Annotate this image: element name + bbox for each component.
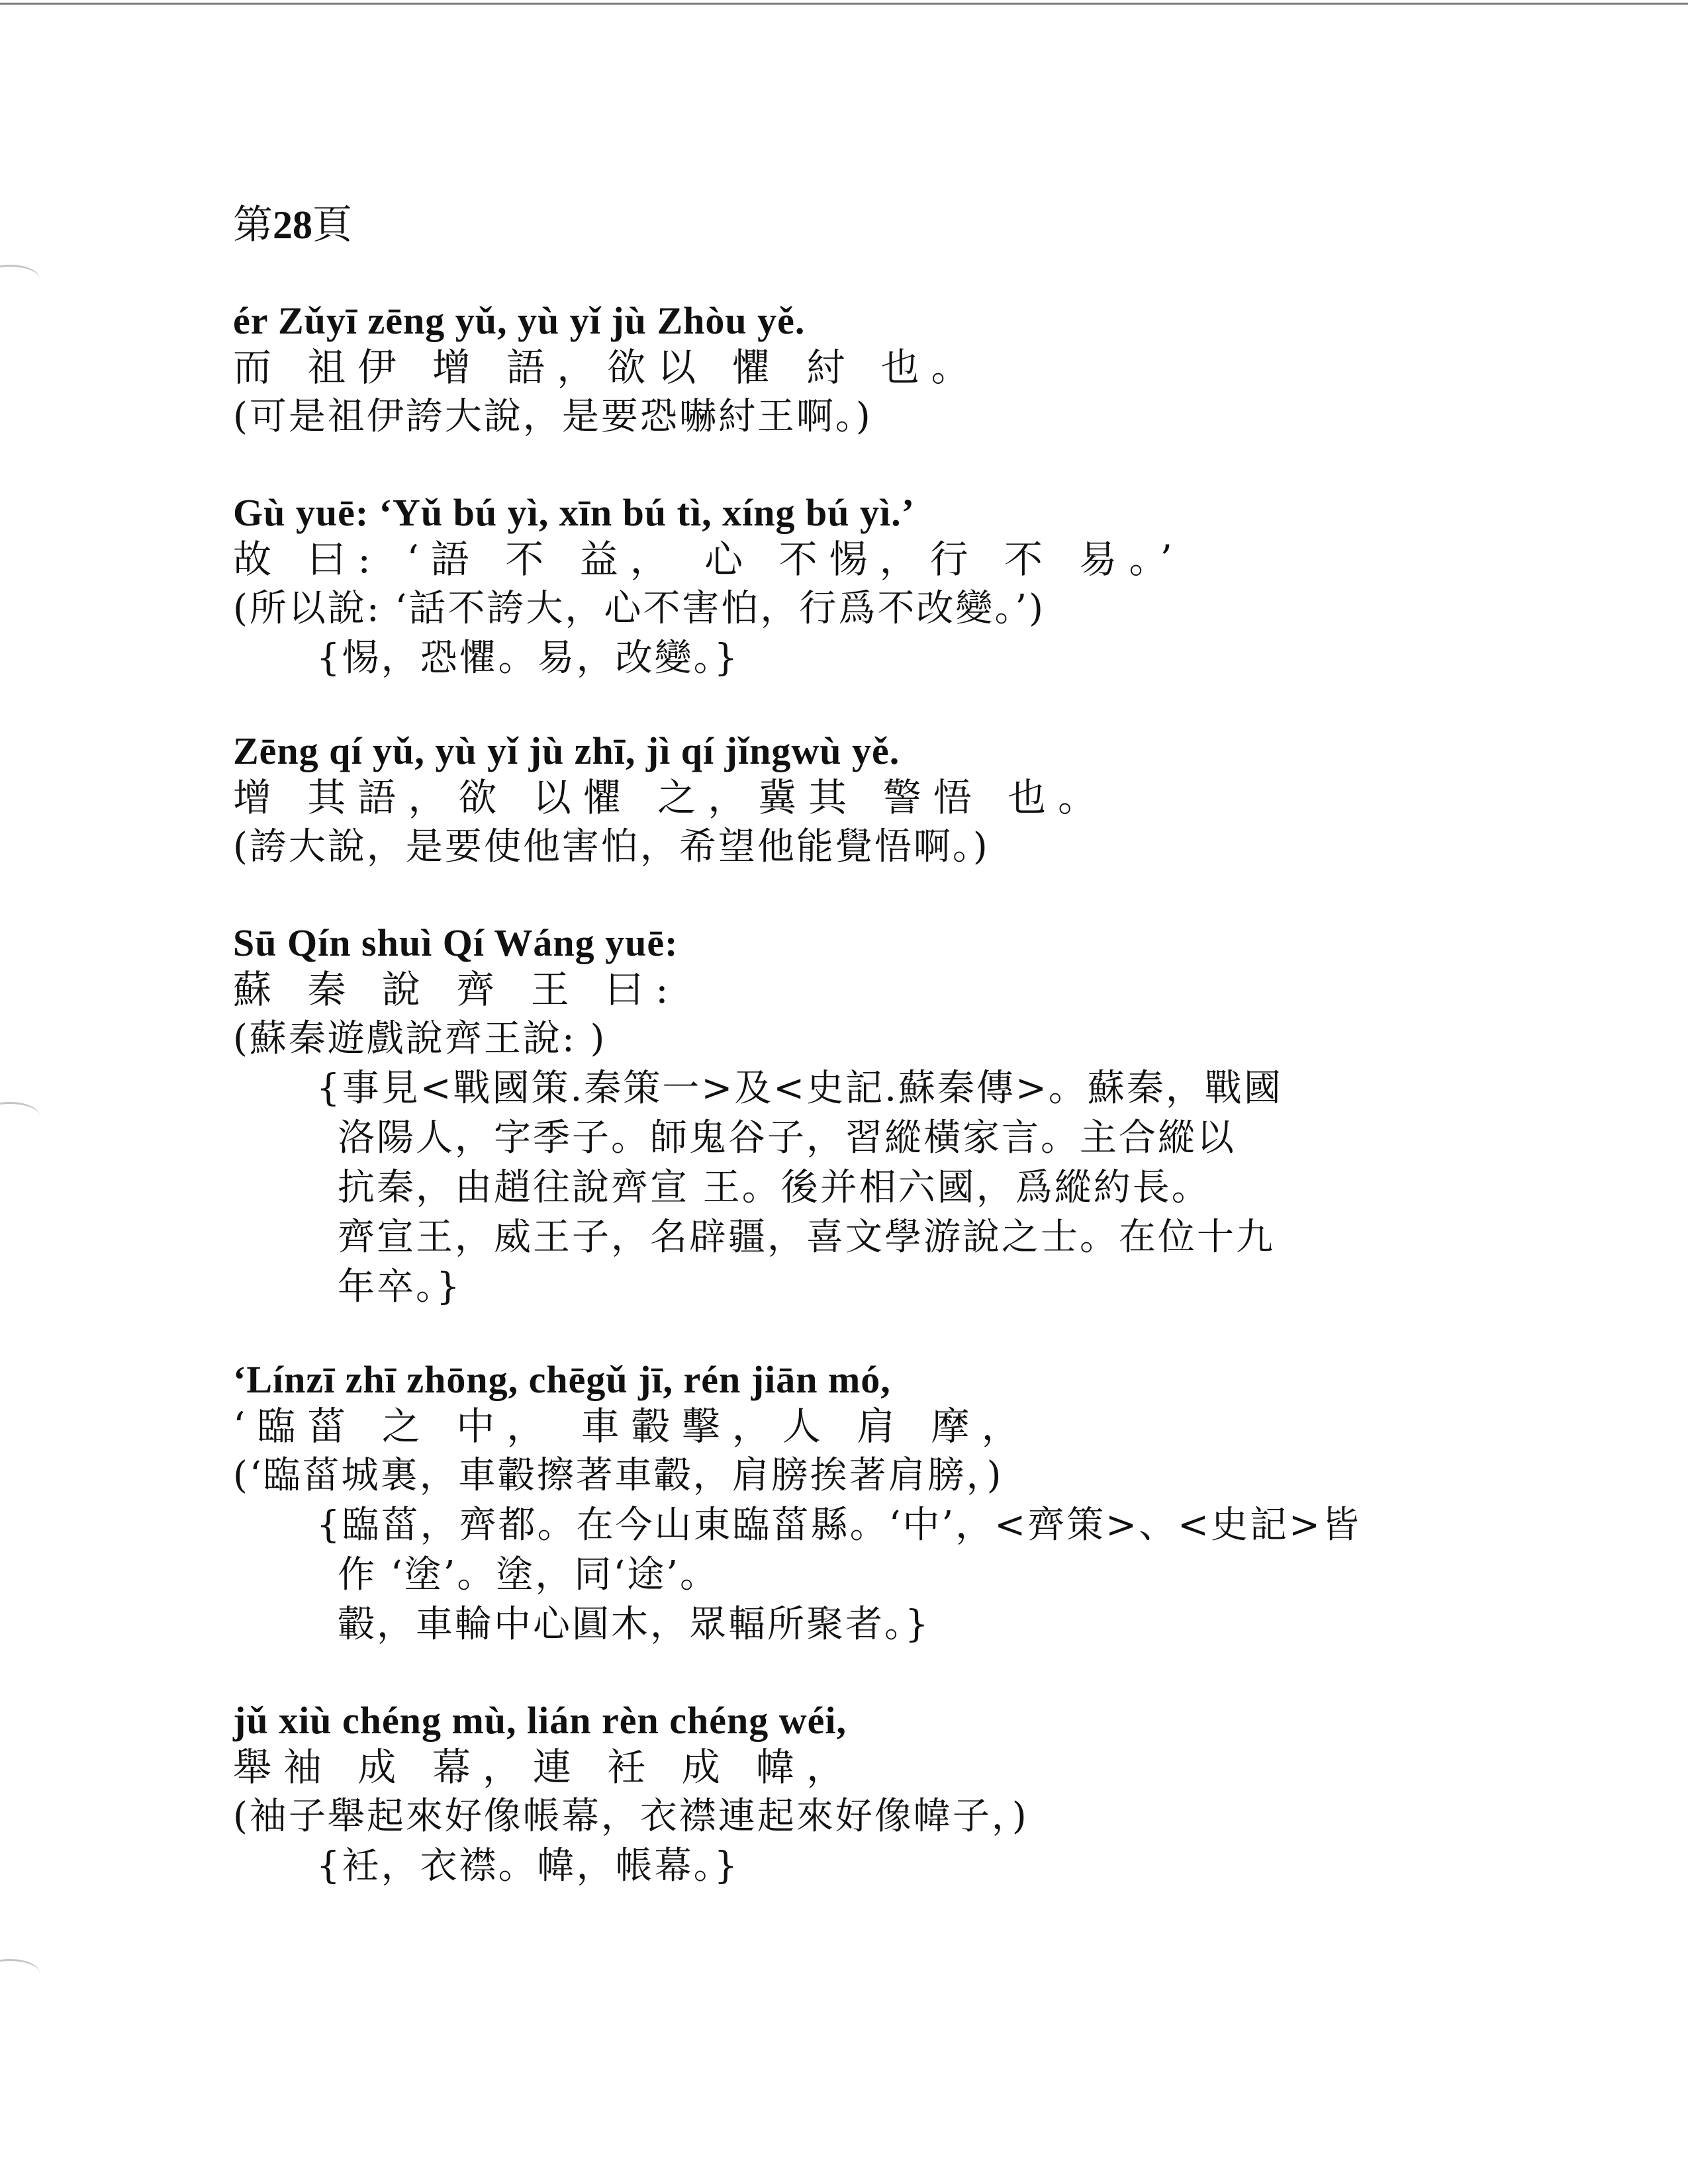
pinyin-line: jǔ xiù chéng mù, lián rèn chéng wéi, — [233, 1699, 847, 1742]
translation-line: (袖子舉起來好像帳幕，衣襟連起來好像幃子，) — [233, 1795, 1029, 1838]
chinese-text-line: 增 其語，欲 以懼 之，冀其 警悟 也。 — [233, 775, 1109, 820]
annotation-line: 齊宣王，威王子，名辟疆，喜文學游說之士。在位十九 — [338, 1216, 1275, 1259]
pinyin-line: Sū Qín shuì Qí Wáng yuē: — [233, 921, 679, 964]
scan-top-edge — [0, 3, 1688, 5]
annotation-line: {臨菑，齊都。在今山東臨菑縣。‘中’，<齊策>、<史記>皆 — [316, 1504, 1361, 1547]
chinese-text-line: 而 祖伊 增 語，欲以 懼 紂 也。 — [233, 345, 982, 390]
translation-line: (所以說: ‘話不誇大，心不害怕，行爲不改變。’) — [233, 587, 1045, 630]
annotation-line: {事見<戰國策.秦策一>及<史記.蘇秦傳>。蘇秦，戰國 — [316, 1067, 1283, 1110]
translation-line: (‘臨菑城裏，車轂擦著車轂，肩膀挨著肩膀，) — [233, 1454, 1004, 1497]
pinyin-line: Gù yuē: ‘Yǔ bú yì, xīn bú tì, xíng bú yì.’ — [233, 491, 915, 534]
pinyin-line: ‘Línzī zhī zhōng, chēgǔ jī, rén jiān mó, — [233, 1358, 891, 1401]
pinyin-line: Zēng qí yǔ, yù yǐ jù zhī, jì qí jǐngwù yě. — [233, 729, 900, 772]
translation-line: (可是祖伊誇大說，是要恐嚇紂王啊。) — [233, 395, 872, 438]
translation-line: (蘇秦遊戲說齊王說: ) — [233, 1017, 607, 1060]
annotation-line: 轂，車輪中心圓木，眾輻所聚者。} — [338, 1603, 931, 1646]
annotation-line: 年卒。} — [338, 1265, 462, 1308]
chinese-text-line: 蘇 秦 說 齊 王 曰: — [233, 967, 680, 1012]
punch-hole-mark — [0, 265, 40, 293]
punch-hole-mark — [0, 1959, 40, 1987]
annotation-line: 抗秦，由趙往說齊宣 王。後并相六國，爲縱約長。 — [338, 1166, 1211, 1209]
chinese-text-line: 舉袖 成 幕，連 衽 成 幃， — [233, 1745, 857, 1790]
page-number: 第28頁 — [233, 202, 352, 248]
punch-hole-mark — [0, 1102, 40, 1130]
annotation-line: {惕，恐懼。易，改變。} — [316, 637, 740, 680]
annotation-line: {衽，衣襟。幃，帳幕。} — [316, 1844, 740, 1888]
annotation-line: 洛陽人，字季子。師鬼谷子，習縱橫家言。主合縱以 — [338, 1116, 1236, 1160]
chinese-text-line: ‘臨菑 之 中， 車轂擊，人 肩 摩， — [233, 1404, 1032, 1449]
translation-line: (誇大說，是要使他害怕，希望他能覺悟啊。) — [233, 825, 990, 868]
annotation-line: 作 ‘塗’。塗，同‘途’。 — [338, 1553, 720, 1596]
chinese-text-line: 故 曰: ‘語 不 益， 心 不惕，行 不 易。’ — [233, 537, 1184, 582]
pinyin-line: ér Zǔyī zēng yǔ, yù yǐ jù Zhòu yě. — [233, 299, 806, 342]
